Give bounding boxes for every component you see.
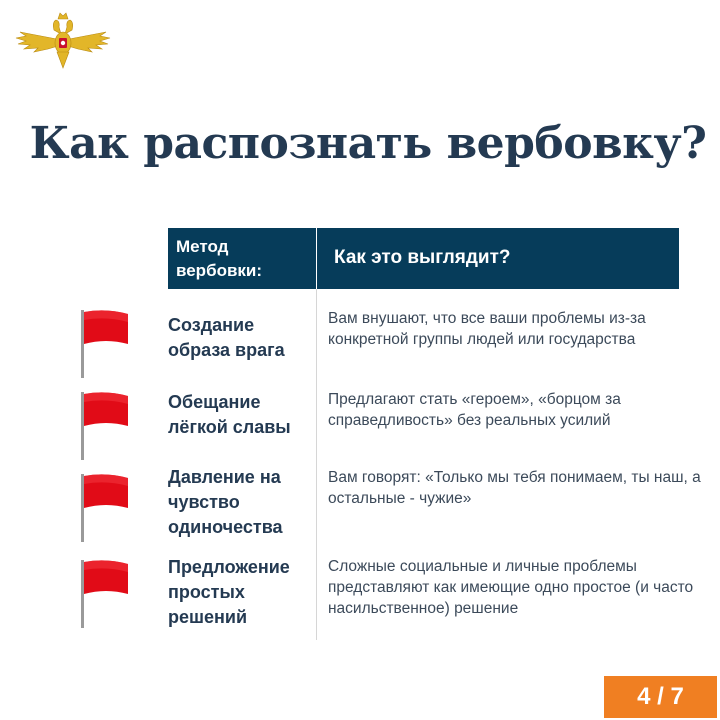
method-label: Предложение простых решений xyxy=(168,557,290,627)
method-label: Создание образа врага xyxy=(168,315,285,360)
method-label: Давление на чувство одиночества xyxy=(168,467,283,537)
method-description: Вам внушают, что все ваши проблемы из-за конкретной группы людей или государства xyxy=(328,310,646,348)
red-flag-icon xyxy=(76,560,132,628)
header-description: Как это выглядит? xyxy=(334,247,511,268)
method-description: Вам говорят: «Только мы тебя понимаем, ты наш, а остальные - чужие» xyxy=(328,469,701,507)
header-method: Метод вербовки: xyxy=(176,237,263,280)
red-flag-icon xyxy=(76,392,132,460)
red-flag-icon xyxy=(76,474,132,542)
page-indicator: 4 / 7 xyxy=(604,676,717,718)
method-description: Сложные социальные и личные проблемы представляют как имеющие одно простое (и часто насильственное) решение xyxy=(328,558,694,617)
eagle-emblem-icon xyxy=(14,10,112,72)
header-divider xyxy=(316,228,317,289)
table-header xyxy=(168,228,679,289)
red-flag-icon xyxy=(76,310,132,378)
page-title: Как распознать вербовку? xyxy=(29,118,707,169)
method-description: Предлагают стать «героем», «борцом за справедливость» без реальных усилий xyxy=(328,391,621,429)
method-label: Обещание лёгкой славы xyxy=(168,392,291,437)
